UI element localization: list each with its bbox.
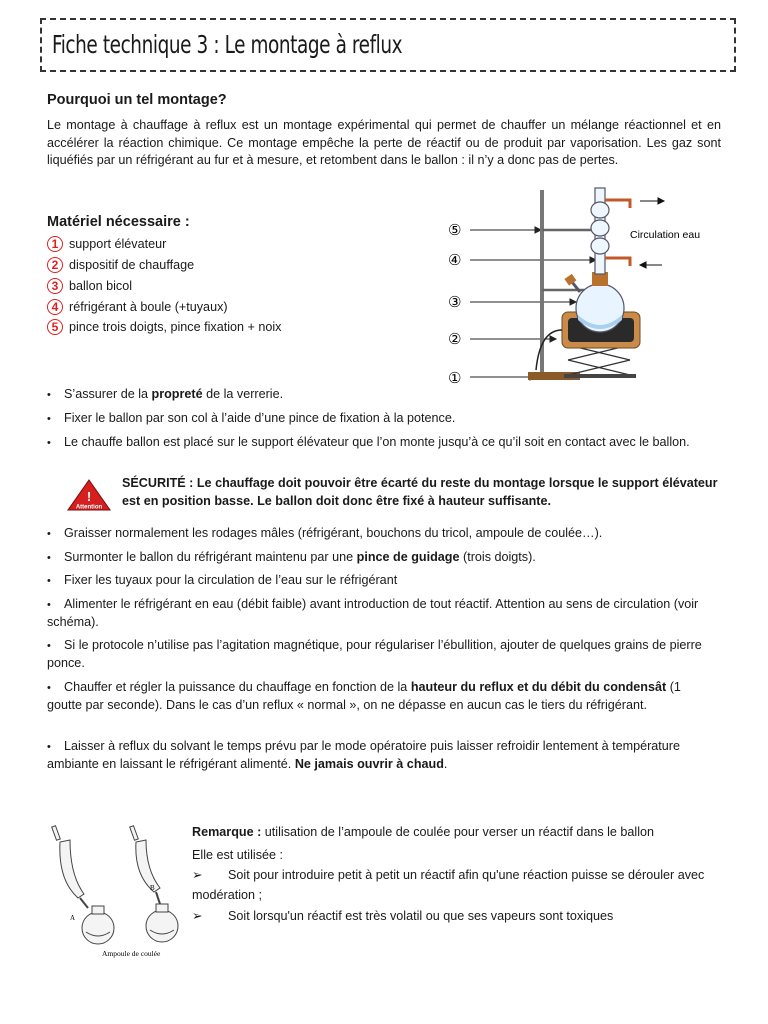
remarque-item-2: ➢ Soit lorsqu'un réactif est très volatil ou que ses vapeurs sont toxiques <box>192 909 614 923</box>
materiel-heading: Matériel nécessaire : <box>47 214 190 230</box>
diagram-label-2: ② <box>448 330 462 348</box>
svg-text:Attention: Attention <box>75 504 103 511</box>
step-6: • Fixer les tuyaux pour la circulation de l’eau sur le réfrigérant <box>47 573 398 587</box>
figure-caption: Ampoule de coulée <box>102 949 161 958</box>
why-text: Le montage à chauffage à reflux est un montage expérimental qui permet de chauffer un mélange réactionnel et en accélérer la réaction chimique. Ce montage empêche la perte de réactif ou de produit par vaporisation. Les gaz sont liquéfiés par un réfrigérant au fur et à mesure, et retombent dans le ballon : il n’y a donc pas de pertes. <box>47 118 721 167</box>
water-circulation-label: Circulation eau <box>630 229 701 241</box>
lab-jack <box>568 345 630 375</box>
title-box <box>40 18 736 72</box>
svg-text:!: ! <box>86 489 92 504</box>
attention-icon <box>66 478 112 514</box>
step-1: • S’assurer de la propreté de la verrerie. <box>47 387 284 401</box>
step-9: • Chauffer et régler la puissance du chauffage en fonction de la hauteur du reflux et du débit du condensât (1 goutte par seconde). Dans le cas d’un reflux « normal », on ne dépasse en aucun cas le tiers du réfrigérant. <box>47 680 681 712</box>
materiel-item-2 <box>47 257 194 273</box>
why-heading: Pourquoi un tel montage? <box>47 92 227 108</box>
num-badge: 2 <box>47 257 63 273</box>
reflux-diagram <box>440 180 740 390</box>
num-badge: 3 <box>47 278 63 294</box>
dropping-funnel-figure <box>48 820 188 960</box>
diagram-label-3: ③ <box>448 293 462 311</box>
materiel-label: réfrigérant à boule (+tuyaux) <box>69 300 228 314</box>
step-5: • Surmonter le ballon du réfrigérant maintenu par une pince de guidage (trois doigts). <box>47 550 536 564</box>
num-badge: 4 <box>47 299 63 315</box>
security-note: SÉCURITÉ : Le chauffage doit pouvoir être écarté du reste du montage lorsque le support élévateur est en position basse. Le ballon doit donc être fixé à hauteur suffisante. <box>122 476 718 508</box>
step-8: • Si le protocole n’utilise pas l’agitation magnétique, pour régulariser l’ébullition, ajouter de quelques grains de pierre ponce. <box>47 638 702 670</box>
label-a: A <box>70 914 76 922</box>
remarque: Remarque : utilisation de l’ampoule de coulée pour verser un réactif dans le ballon <box>192 825 655 839</box>
remarque-item-1: ➢ Soit pour introduire petit à petit un réactif afin qu'une réaction puisse se dérouler avec modération ; <box>192 868 705 902</box>
remarque-intro: Elle est utilisée : <box>192 848 283 862</box>
diagram-label-1: ① <box>448 369 462 387</box>
water-in-tube <box>605 258 630 266</box>
materiel-label: ballon bicol <box>69 279 133 293</box>
num-badge: 1 <box>47 236 63 252</box>
materiel-label: pince trois doigts, pince fixation + noix <box>69 320 282 334</box>
num-badge: 5 <box>47 319 63 335</box>
materiel-item-1 <box>47 236 166 252</box>
page-title: Fiche technique 3 : Le montage à reflux <box>52 30 403 59</box>
materiel-item-3 <box>47 278 132 294</box>
materiel-item-5 <box>47 319 281 335</box>
step-3: • Le chauffe ballon est placé sur le support élévateur que l’on monte jusqu’à ce qu’il soit en contact avec le ballon. <box>47 435 690 449</box>
materiel-item-4 <box>47 299 228 315</box>
step-4: • Graisser normalement les rodages mâles (réfrigérant, bouchons du tricol, ampoule de coulée…). <box>47 526 603 540</box>
step-2: • Fixer le ballon par son col à l’aide d’une pince de fixation à la potence. <box>47 411 456 425</box>
materiel-label: support élévateur <box>69 237 167 251</box>
flask <box>576 284 624 332</box>
diagram-label-5: ⑤ <box>448 221 462 239</box>
materiel-label: dispositif de chauffage <box>69 258 195 272</box>
step-7: • Alimenter le réfrigérant en eau (débit faible) avant introduction de tout réactif. Attention au sens de circulation (voir schéma). <box>47 597 699 629</box>
step-10: • Laisser à reflux du solvant le temps prévu par le mode opératoire puis laisser refroidir lentement à température ambiante en laissant le réfrigérant alimenté. Ne jamais ouvrir à chaud. <box>47 739 680 771</box>
diagram-label-4: ④ <box>448 251 462 269</box>
label-b: B <box>150 884 155 892</box>
